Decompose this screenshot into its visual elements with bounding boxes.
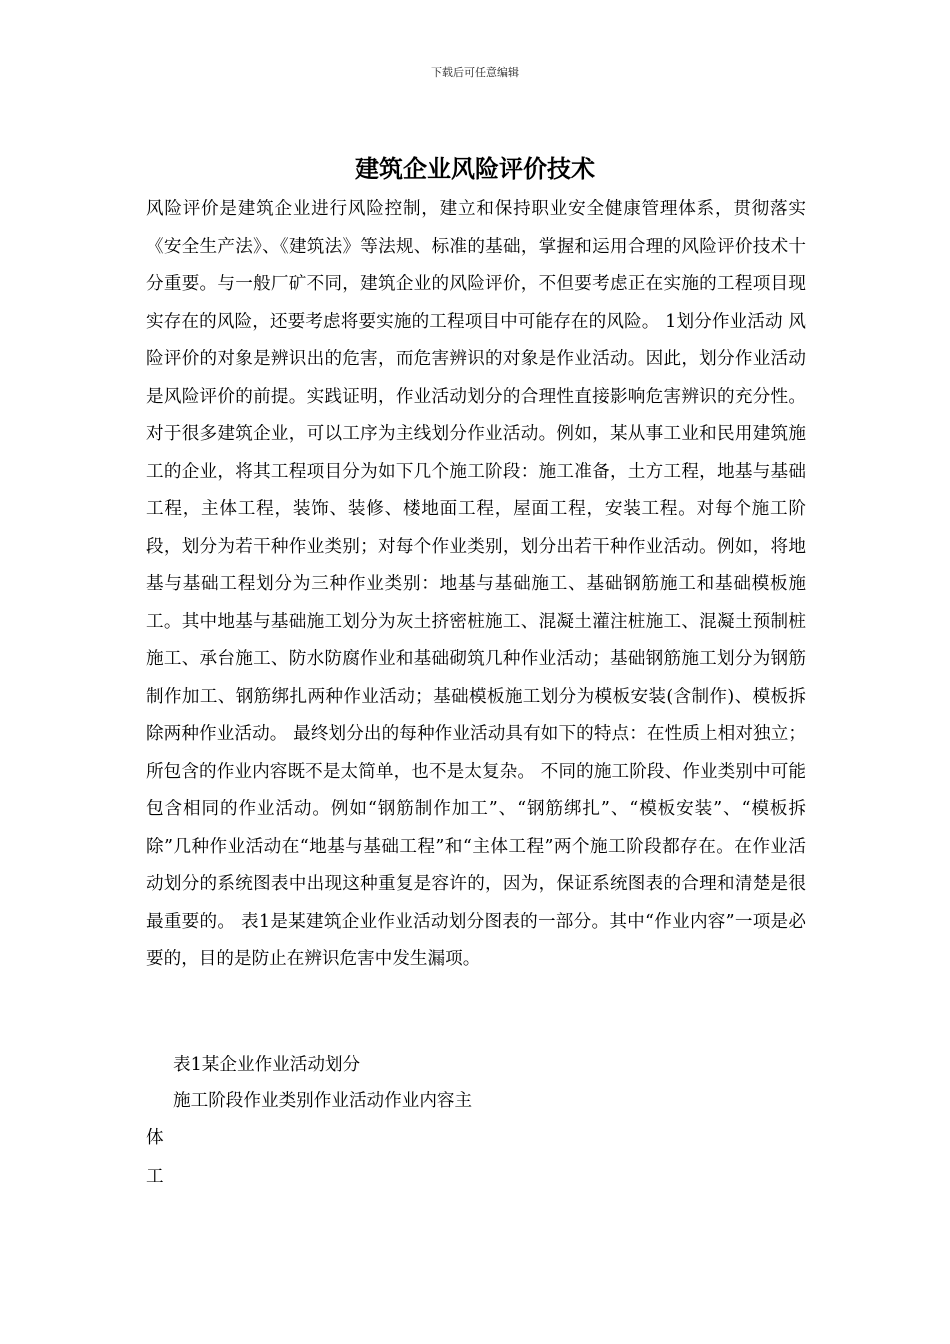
table-cell-char: 工	[146, 1167, 164, 1187]
table-caption: 表1某企业作业活动划分	[173, 1055, 361, 1075]
table-header-row: 施工阶段作业类别作业活动作业内容主	[173, 1091, 473, 1111]
table-cell-char: 体	[146, 1128, 164, 1148]
header-note: 下载后可任意编辑	[431, 66, 519, 79]
body-paragraph: 风险评价是建筑企业进行风险控制，建立和保持职业安全健康管理体系，贯彻落实《安全生产法》、《建筑法》等法规、标准的基础，掌握和运用合理的风险评价技术十分重要。与一般厂矿不同，建筑企业的风险评价，不但要考虑正在实施的工程项目现实存在的风险，还要考虑将要实施的工程项目中可能存在的风险。 1划分作业活动 风险评价的对象是辨识出的危害，而危害辨识的对象是作业活动。因此，划分作业活动是风险评价的前提。实践证明，作业活动划分的合理性直接影响危害辨识的充分性。 对于很多建筑企业，可以工序为主线划分作业活动。例如，某从事工业和民用建筑施工的企业，将其工程项目分为如下几个施工阶段：施工准备，土方工程，地基与基础工程，主体工程，装饰、装修、楼地面工程，屋面工程，安装工程。对每个施工阶段，划分为若干种作业类别；对每个作业类别，划分出若干种作业活动。例如，将地基与基础工程划分为三种作业类别：地基与基础施工、基础钢筋施工和基础模板施工。其中地基与基础施工划分为灰土挤密桩施工、混凝土灌注桩施工、混凝土预制桩施工、承台施工、防水防腐作业和基础砌筑几种作业活动；基础钢筋施工划分为钢筋制作加工、钢筋绑扎两种作业活动；基础模板施工划分为模板安装(含制作)、模板拆除两种作业活动。 最终划分出的每种作业活动具有如下的特点：在性质上相对独立；所包含的作业内容既不是太简单，也不是太复杂。 不同的施工阶段、作业类别中可能包含相同的作业活动。例如“钢筋制作加工”、“钢筋绑扎”、“模板安装”、“模板拆除”几种作业活动在“地基与基础工程”和“主体工程”两个施工阶段都存在。在作业活动划分的系统图表中出现这种重复是容许的，因为，保证系统图表的合理和清楚是很最重要的。 表1是某建筑企业作业活动划分图表的一部分。其中“作业内容”一项是必要的，目的是防止在辨识危害中发生漏项。	[146, 199, 806, 969]
document-title: 建筑企业风险评价技术	[355, 154, 595, 183]
